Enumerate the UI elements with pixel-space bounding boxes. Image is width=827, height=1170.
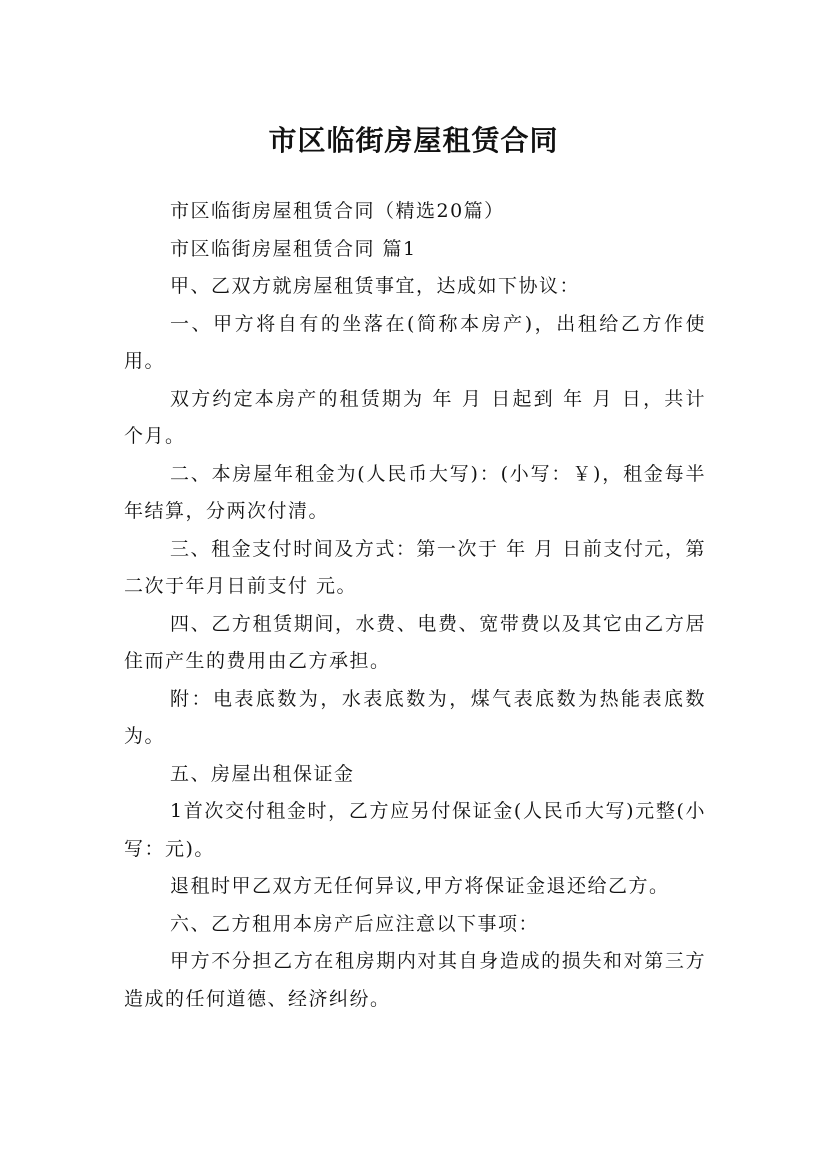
paragraph-deposit: 1首次交付租金时，乙方应另付保证金(人民币大写)元整(小写：元)。 [124, 800, 706, 860]
paragraph-clause-4: 四、乙方租赁期间，水费、电费、宽带费以及其它由乙方居住而产生的费用由乙方承担。 [124, 612, 706, 672]
paragraph-clause-6: 六、乙方租用本房产后应注意以下事项： [170, 912, 540, 935]
paragraph-clause-2: 二、本房屋年租金为(人民币大写)：(小写：￥)，租金每半年结算，分两次付清。 [124, 462, 706, 522]
paragraph-clause-5: 五、房屋出租保证金 [170, 762, 355, 785]
paragraph-agreement-intro: 甲、乙双方就房屋租赁事宜，达成如下协议： [170, 275, 581, 297]
paragraph-subtitle: 市区临街房屋租赁合同（精选20篇） [170, 200, 505, 222]
paragraph-meter-readings: 附：电表底数为，水表底数为，煤气表底数为热能表底数为。 [124, 687, 706, 747]
paragraph-liability: 甲方不分担乙方在租房期内对其自身造成的损失和对第三方造成的任何道德、经济纠纷。 [124, 950, 706, 1010]
paragraph-clause-1: 一、甲方将自有的坐落在(简称本房产)，出租给乙方作使用。 [124, 312, 706, 372]
document-title: 市区临街房屋租赁合同 [268, 123, 559, 157]
paragraph-clause-3: 三、租金支付时间及方式：第一次于 年 月 日前支付元，第二次于年月日前支付 元。 [124, 537, 706, 597]
paragraph-deposit-refund: 退租时甲乙双方无任何异议,甲方将保证金退还给乙方。 [170, 875, 670, 897]
document-body [124, 193, 706, 1018]
paragraph-section-heading: 市区临街房屋租赁合同 篇1 [170, 237, 417, 260]
paragraph-lease-term: 双方约定本房产的租赁期为 年 月 日起到 年 月 日，共计 个月。 [124, 387, 706, 447]
